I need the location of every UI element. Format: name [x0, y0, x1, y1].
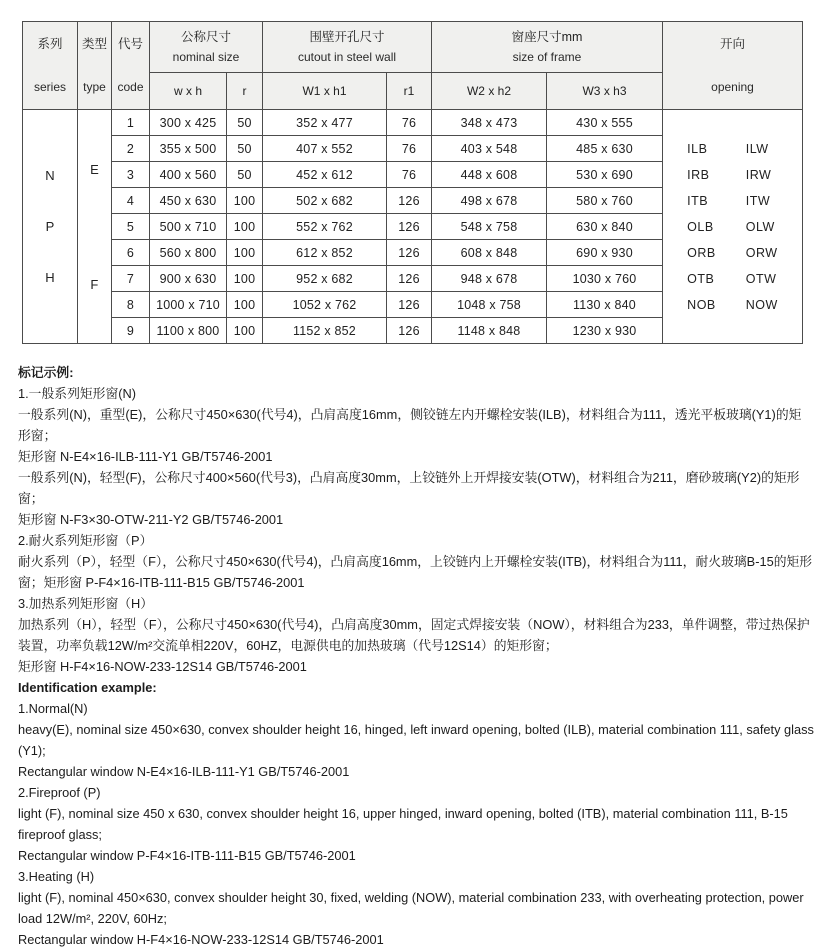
header-frame-size — [432, 22, 663, 73]
note-paragraph-zh: 矩形窗 N-E4×16-ILB-111-Y1 GB/T5746-2001 — [18, 449, 273, 464]
cell-code: 8 — [112, 292, 150, 318]
note-paragraph-zh: 矩形窗 H-F4×16-NOW-233-12S14 GB/T5746-2001 — [18, 659, 307, 674]
cell-code: 9 — [112, 318, 150, 344]
spec-table — [22, 21, 803, 344]
type-e: E — [90, 161, 99, 177]
cell-w2h2: 403 x 548 — [432, 136, 547, 162]
cell-r: 100 — [227, 292, 263, 318]
opening-code: IRW — [745, 167, 772, 182]
notes-section — [18, 362, 814, 950]
note-paragraph-zh: 1.一般系列矩形窗(N) — [18, 386, 137, 401]
header-series-en: series — [33, 79, 66, 94]
cell-w2h2: 498 x 678 — [432, 188, 547, 214]
cell-code: 5 — [112, 214, 150, 240]
series-p: P — [45, 219, 55, 234]
cell-w3h3: 530 x 690 — [547, 162, 663, 188]
note-paragraph-zh: 矩形窗 N-F3×30-OTW-211-Y2 GB/T5746-2001 — [18, 512, 284, 527]
header-w1h1: W1 x h1 — [263, 73, 387, 110]
opening-code: ITB — [687, 193, 709, 208]
opening-code: NOW — [745, 297, 778, 312]
cell-r1: 126 — [387, 318, 432, 344]
note-paragraph-en: light (F), nominal 450×630, convex shoulder height 30, fixed, welding (NOW), material combination 233, with overheating protection, power load 12W/m², 220V, 60Hz; — [18, 890, 804, 926]
note-paragraph-en: 1.Normal(N) — [18, 701, 88, 716]
cell-wxh: 1100 x 800 — [150, 318, 227, 344]
table-row — [23, 110, 803, 136]
header-type-en: type — [83, 79, 106, 94]
note-paragraph-zh: 3.加热系列矩形窗（H） — [18, 596, 154, 611]
note-paragraph-en: Rectangular window H-F4×16-NOW-233-12S14 GB/T5746-2001 — [18, 932, 384, 947]
cell-r1: 126 — [387, 266, 432, 292]
header-code-zh: 代号 — [117, 36, 143, 51]
cell-w2h2: 348 x 473 — [432, 110, 547, 136]
header-frame-en: size of frame — [512, 49, 582, 64]
cell-w2h2: 448 x 608 — [432, 162, 547, 188]
type-f: F — [90, 276, 99, 292]
opening-code: ORB — [687, 245, 716, 260]
cell-r: 100 — [227, 318, 263, 344]
opening-code: ORW — [745, 245, 778, 260]
cell-r: 100 — [227, 214, 263, 240]
header-wxh: w x h — [150, 73, 227, 110]
header-row-groups — [23, 22, 803, 73]
cell-code: 4 — [112, 188, 150, 214]
opening-code: OTW — [745, 271, 777, 286]
cell-w3h3: 1030 x 760 — [547, 266, 663, 292]
header-code — [112, 22, 150, 110]
header-w2h2: W2 x h2 — [432, 73, 547, 110]
header-opening-en: opening — [711, 79, 754, 94]
note-paragraph-zh: 加热系列（H），轻型（F），公称尺寸450×630(代号4)，凸肩高度30mm，固定式焊接安装（NOW），材料组合为233，单件调整，带过热保护装置，功率负载12W/m²交流单相220V，60HZ，电源供电的加热玻璃（代号12S14）的矩形窗； — [18, 617, 810, 653]
cell-w1h1: 452 x 612 — [263, 162, 387, 188]
note-paragraph-en: Rectangular window N-E4×16-ILB-111-Y1 GB/T5746-2001 — [18, 764, 350, 779]
cell-w3h3: 690 x 930 — [547, 240, 663, 266]
cell-r: 100 — [227, 240, 263, 266]
header-series-zh: 系列 — [37, 36, 63, 51]
cell-wxh: 900 x 630 — [150, 266, 227, 292]
cell-w2h2: 1048 x 758 — [432, 292, 547, 318]
note-paragraph-en: 2.Fireproof (P) — [18, 785, 101, 800]
cell-w3h3: 1130 x 840 — [547, 292, 663, 318]
cell-r1: 76 — [387, 162, 432, 188]
cell-r: 50 — [227, 162, 263, 188]
cell-w1h1: 352 x 477 — [263, 110, 387, 136]
header-w3h3: W3 x h3 — [547, 73, 663, 110]
series-n: N — [45, 168, 55, 183]
cell-r: 50 — [227, 110, 263, 136]
cell-wxh: 560 x 800 — [150, 240, 227, 266]
cell-code: 1 — [112, 110, 150, 136]
notes-heading-en: Identification example: — [18, 680, 157, 695]
cell-r: 100 — [227, 266, 263, 292]
note-paragraph-zh: 一般系列(N)，重型(E)，公称尺寸450×630(代号4)，凸肩高度16mm，侧铰链左内开螺栓安装(ILB)，材料组合为111，透光平板玻璃(Y1)的矩形窗； — [18, 407, 802, 443]
note-paragraph-zh: 一般系列(N)，轻型(F)，公称尺寸400×560(代号3)，凸肩高度30mm，上铰链外上开焊接安装(OTW)，材料组合为211，磨砂玻璃(Y2)的矩形窗； — [18, 470, 800, 506]
cell-r1: 126 — [387, 292, 432, 318]
cell-w1h1: 502 x 682 — [263, 188, 387, 214]
cell-w2h2: 948 x 678 — [432, 266, 547, 292]
cell-r1: 126 — [387, 214, 432, 240]
header-cutout-en: cutout in steel wall — [297, 49, 397, 64]
cell-w1h1: 1052 x 762 — [263, 292, 387, 318]
cell-w1h1: 407 x 552 — [263, 136, 387, 162]
note-paragraph-en: 3.Heating (H) — [18, 869, 95, 884]
cell-wxh: 500 x 710 — [150, 214, 227, 240]
opening-cell — [663, 110, 803, 344]
header-nominal-en: nominal size — [172, 49, 240, 64]
header-type-zh: 类型 — [81, 36, 107, 51]
cell-r1: 76 — [387, 110, 432, 136]
note-paragraph-en: Rectangular window P-F4×16-ITB-111-B15 GB/T5746-2001 — [18, 848, 356, 863]
cell-r: 100 — [227, 188, 263, 214]
cell-wxh: 450 x 630 — [150, 188, 227, 214]
header-cutout-zh: 围壁开孔尺寸 — [309, 29, 385, 44]
opening-code: OLW — [745, 219, 775, 234]
cell-w1h1: 552 x 762 — [263, 214, 387, 240]
cell-wxh: 1000 x 710 — [150, 292, 227, 318]
cell-r1: 76 — [387, 136, 432, 162]
header-opening-zh: 开向 — [719, 36, 745, 51]
note-paragraph-zh: 耐火系列（P），轻型（F），公称尺寸450×630(代号4)，凸肩高度16mm，上铰链内上开螺栓安装(ITB)，材料组合为111，耐火玻璃B-15的矩形窗；矩形窗 P-F4×16-ITB-111-B15 GB/T5746-2001 — [18, 554, 813, 590]
opening-code: ILW — [745, 141, 769, 156]
cell-w2h2: 608 x 848 — [432, 240, 547, 266]
cell-wxh: 300 x 425 — [150, 110, 227, 136]
opening-code: NOB — [687, 297, 716, 312]
opening-code: IRB — [687, 167, 710, 182]
header-type — [78, 22, 112, 110]
cell-code: 2 — [112, 136, 150, 162]
header-series — [23, 22, 78, 110]
cell-w1h1: 1152 x 852 — [263, 318, 387, 344]
opening-code: ILB — [687, 141, 708, 156]
cell-w3h3: 630 x 840 — [547, 214, 663, 240]
cell-wxh: 400 x 560 — [150, 162, 227, 188]
header-nominal-size — [150, 22, 263, 73]
cell-code: 6 — [112, 240, 150, 266]
note-paragraph-en: heavy(E), nominal size 450×630, convex shoulder height 16, hinged, left inward opening, bolted (ILB), material combination 111, safety glass (Y1); — [18, 722, 814, 758]
note-paragraph-en: light (F), nominal size 450 x 630, convex shoulder height 16, upper hinged, inward opening, bolted (ITB), material combination 111, B-15 fireproof glass; — [18, 806, 788, 842]
cell-w3h3: 1230 x 930 — [547, 318, 663, 344]
header-r: r — [227, 73, 263, 110]
cell-r1: 126 — [387, 188, 432, 214]
series-h: H — [45, 270, 55, 285]
cell-code: 7 — [112, 266, 150, 292]
cell-wxh: 355 x 500 — [150, 136, 227, 162]
header-code-en: code — [117, 79, 144, 94]
cell-code: 3 — [112, 162, 150, 188]
cell-r1: 126 — [387, 240, 432, 266]
cell-r: 50 — [227, 136, 263, 162]
cell-w2h2: 548 x 758 — [432, 214, 547, 240]
series-cell — [23, 110, 78, 344]
cell-w2h2: 1148 x 848 — [432, 318, 547, 344]
note-paragraph-zh: 2.耐火系列矩形窗（P） — [18, 533, 153, 548]
cell-w3h3: 430 x 555 — [547, 110, 663, 136]
header-frame-zh: 窗座尺寸mm — [511, 29, 583, 44]
notes-heading-zh: 标记示例: — [18, 365, 74, 380]
header-nominal-zh: 公称尺寸 — [180, 29, 231, 44]
cell-w1h1: 612 x 852 — [263, 240, 387, 266]
cell-w3h3: 485 x 630 — [547, 136, 663, 162]
type-cell — [78, 110, 112, 344]
opening-code: OTB — [687, 271, 715, 286]
header-r1: r1 — [387, 73, 432, 110]
header-opening — [663, 22, 803, 110]
opening-code: OLB — [687, 219, 714, 234]
opening-code: ITW — [745, 193, 771, 208]
header-cutout — [263, 22, 432, 73]
cell-w1h1: 952 x 682 — [263, 266, 387, 292]
cell-w3h3: 580 x 760 — [547, 188, 663, 214]
